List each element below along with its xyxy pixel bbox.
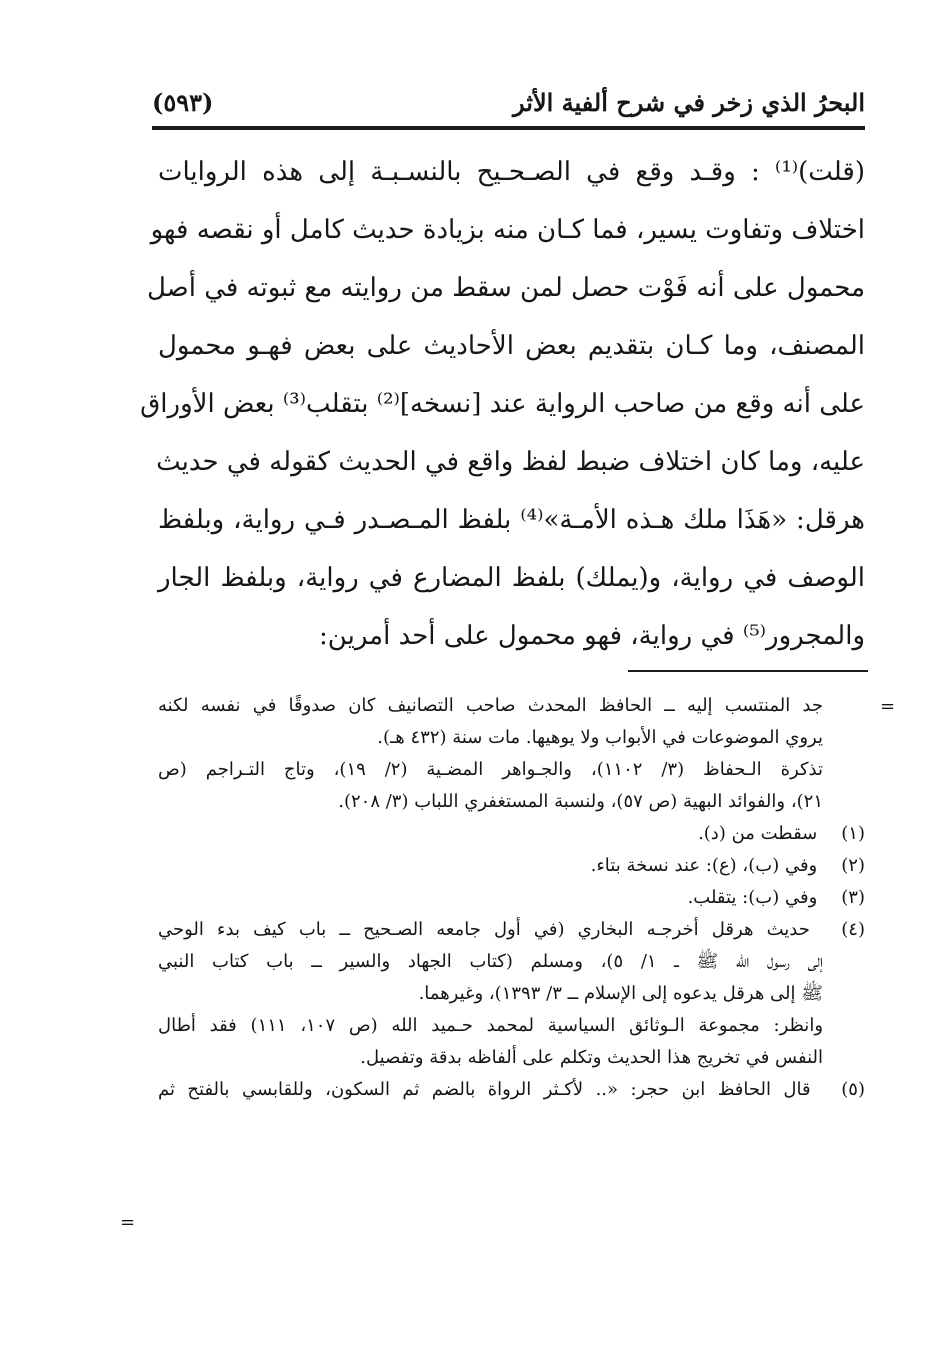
book-title: البحرُ الذي زخر في شرح ألفية الأثر [513, 88, 865, 117]
footnote-text: ﷺ إلى هرقل يدعوه إلى الإسلام ــ ٣/ ١٣٩٣)، وغيرهما. [418, 983, 823, 1004]
footnote-text: سقطت من (د). [698, 823, 818, 844]
footnotes [158, 690, 865, 1106]
text-line: على أنه وقع من صاحب الرواية عند [نسخه]⁽²⁾ بتقلب⁽³⁾ بعض الأوراق [140, 389, 865, 419]
footnote-3 [158, 882, 865, 914]
text-line: الوصف في رواية، و(يملك) بلفظ المضارع في رواية، وبلفظ الجار [158, 563, 865, 593]
header-rule [152, 126, 865, 130]
footnote-number: (٤) [841, 919, 865, 940]
running-header [152, 86, 865, 126]
text-line: والمجرور⁽⁵⁾ في رواية، فهو محمول على أحد أمرين: [319, 621, 865, 651]
footnote-text: إلى رسول الله ﷺ ــ ١/ ٥)، ومسلم (كتاب الجهاد والسير ــ باب كتاب النبي [158, 951, 823, 972]
main-text [140, 143, 865, 665]
footnote-text: قال الحافظ ابن حجر: «.. لأكـثر الرواة بالضم ثم السكون، وللقابسي بالفتح ثم [158, 1079, 811, 1100]
text-line: عليه، وما كان اختلاف ضبط لفظ واقع في الحديث كقوله في حديث [156, 447, 865, 477]
text-line: محمول على أنه فَوْت حصل لمن سقط من روايته مع ثبوته في أصل [146, 273, 865, 303]
text-line: (قلت)⁽¹⁾ : وقـد وقع في الصـحـيح بالنسـبـة إلى هذه الروايات [158, 157, 865, 187]
footnote-carry-line: يروي الموضوعات في الأبواب ولا يوهيها. مات سنة (٤٣٢ هـ). [377, 727, 823, 748]
footnote-4 [158, 914, 865, 946]
text-line: المصنف، وما كـان بتقديم بعض الأحاديث على بعض فهـو محمول [158, 331, 865, 361]
footnote-text: وانظر: مجموعة الـوثائق السياسية لمحمد حـميد الله (ص ١٠٧، ١١١) فقد أطال [158, 1015, 824, 1036]
footnote-1 [158, 818, 865, 850]
continue-mark: = [120, 1212, 136, 1233]
footnote-2 [158, 850, 865, 882]
footnote-5 [158, 1074, 865, 1106]
footnote-carry-line: جد المنتسب إليه ــ الحافظ المحدث صاحب التصانيف كان صدوقًا في نفسه لكنه [158, 695, 823, 716]
footnote-number: (٢) [841, 855, 865, 876]
text-line: اختلاف وتفاوت يسير، فما كـان منه بزيادة حديث كامل أو نقصه فهو [150, 215, 865, 245]
footnote-text: وفي (ب): يتقلب. [687, 887, 818, 908]
footnote-number: (١) [841, 823, 865, 844]
footnote-carry-line: تذكرة الـحفاظ (٣/ ١١٠٢)، والجـواهر المضـية (٢/ ١٩)، وتاج التـراجم (ص [158, 759, 823, 780]
footnote-carry-line: ٢١)، والفوائد البهية (ص ٥٧)، ولنسبة المستغفري اللباب (٣/ ٢٠٨). [338, 791, 823, 812]
footnote-text: حديث هرقل أخرجـه البخاري (في أول جامعه الصـحيح ــ باب كيف بدء الوحي [158, 919, 810, 940]
footnote-number: (٥) [841, 1079, 865, 1100]
footnote-separator [628, 670, 868, 672]
page-number: (٥٩٣) [152, 88, 214, 117]
carry-over-mark: = [880, 696, 896, 717]
footnote-number: (٣) [841, 887, 865, 908]
footnote-text: وفي (ب)، (ع): عند نسخة بتاء. [590, 855, 818, 876]
text-line: هرقل: «هَذَا ملك هـذه الأمـة»⁽⁴⁾ بلفظ المـصـدر فـي رواية، وبلفظ [158, 505, 865, 535]
footnote-text: النفس في تخريج هذا الحديث وتكلم على ألفاظه بدقة وتفصيل. [360, 1047, 823, 1068]
